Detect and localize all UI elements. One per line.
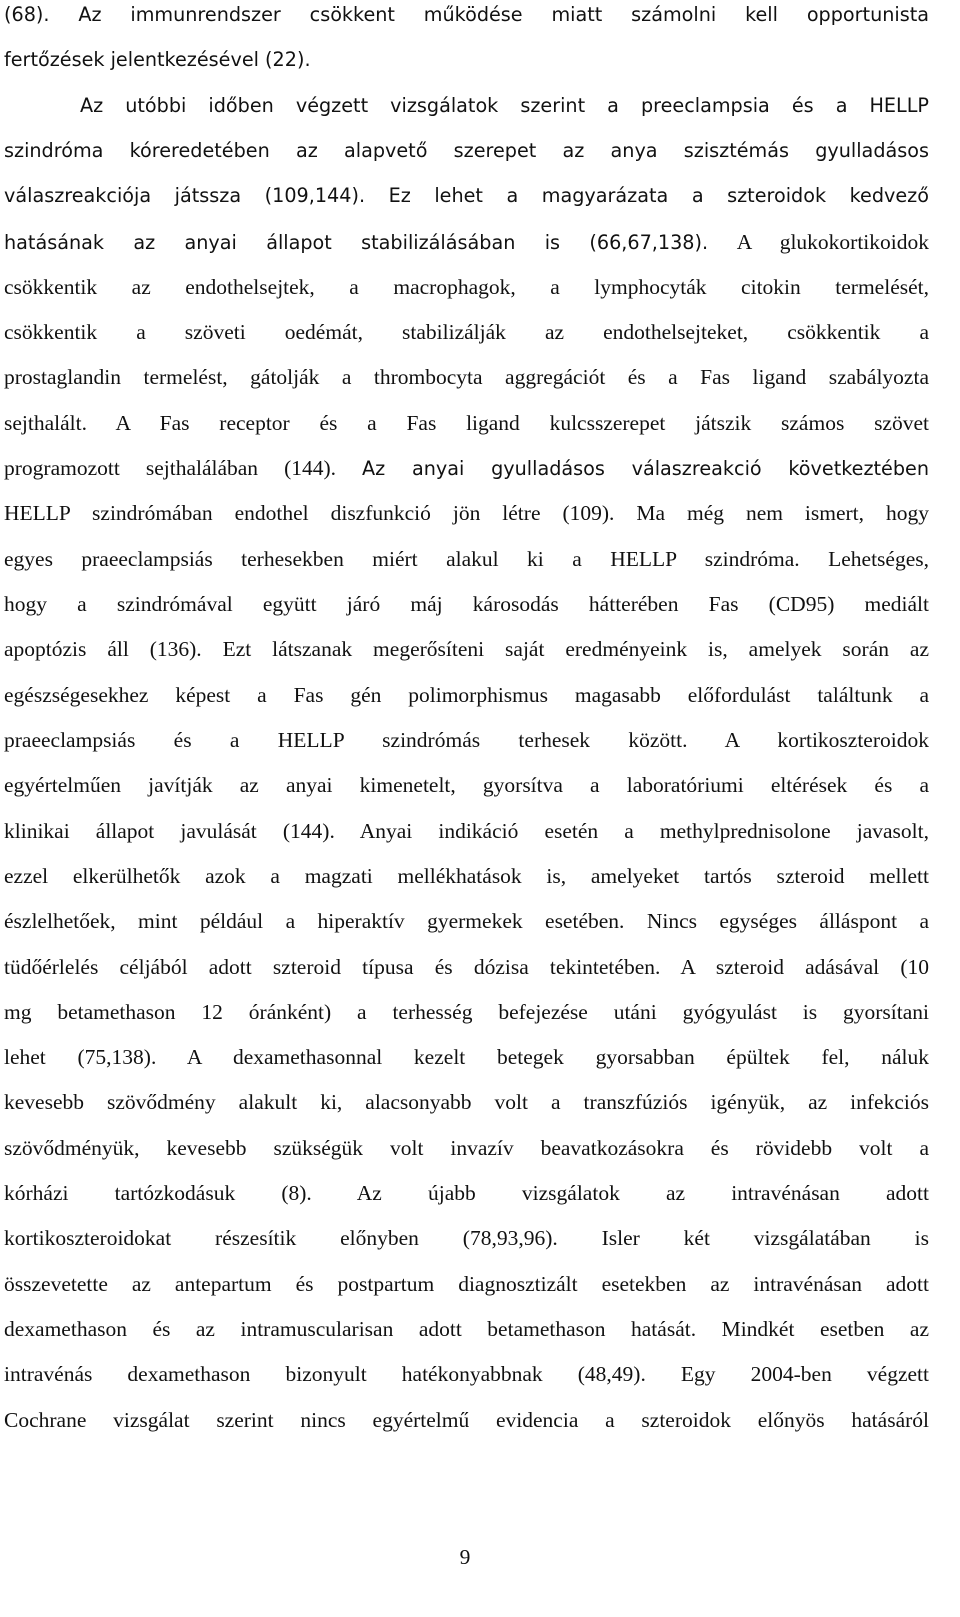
text-line-14: hogy a szindrómával együtt járó máj károsodás hátterében Fas (CD95) mediált: [4, 592, 929, 616]
text-line-30: dexamethason és az intramuscularisan adott betamethason hatását. Mindkét esetben az: [4, 1317, 929, 1341]
text-line-18: egyértelműen javítják az anyai kimenetelt, gyorsítva a laboratóriumi eltérések és a: [4, 773, 929, 797]
text-line-24: lehet (75,138). A dexamethasonnal kezelt betegek gyorsabban épültek fel, náluk: [4, 1045, 929, 1069]
text-line-1: (68). Az immunrendszer csökkent működése miatt számolni kell opportunista: [4, 3, 929, 26]
text-line-8: csökkentik a szöveti oedémát, stabilizálják az endothelsejteket, csökkentik a: [4, 320, 929, 344]
text-line-2: fertőzések jelentkezésével (22).: [4, 48, 311, 71]
text-line-19: klinikai állapot javulását (144). Anyai indikáció esetén a methylprednisolone javasolt,: [4, 819, 929, 843]
text-line-9: prostaglandin termelést, gátolják a thrombocyta aggregációt és a Fas ligand szabályozta: [4, 365, 929, 389]
text-line-3: Az utóbbi időben végzett vizsgálatok szerint a preeclampsia és a HELLP: [80, 94, 929, 117]
text-line-25: kevesebb szövődmény alakult ki, alacsonyabb volt a transzfúziós igényük, az infekciós: [4, 1090, 929, 1114]
text-line-20: ezzel elkerülhetők azok a magzati mellékhatások is, amelyeket tartós szteroid mellett: [4, 864, 929, 888]
text-line-28: kortikoszteroidokat részesítik előnyben (78,93,96). Isler két vizsgálatában is: [4, 1226, 929, 1250]
text-line-32: Cochrane vizsgálat szerint nincs egyértelmű evidencia a szteroidok előnyös hatásáról: [4, 1408, 929, 1432]
text-line-15: apoptózis áll (136). Ezt látszanak megerősíteni saját eredményeink is, amelyek során az: [4, 637, 929, 661]
text-line-11-mixed: [4, 453, 929, 483]
text-line-16: egészségesekhez képest a Fas gén polimorphismus magasabb előfordulást találtunk a: [4, 683, 929, 707]
text-line-7: csökkentik az endothelsejtek, a macrophagok, a lymphocyták citokin termelését,: [4, 275, 929, 299]
text-line-22: tüdőérlelés céljából adott szteroid típusa és dózisa tekintetében. A szteroid adásával (10: [4, 955, 929, 979]
text-line-26: szövődményük, kevesebb szükségük volt invazív beavatkozásokra és rövidebb volt a: [4, 1136, 929, 1160]
text-line-31: intravénás dexamethason bizonyult hatékonyabbnak (48,49). Egy 2004-ben végzett: [4, 1362, 929, 1386]
text-line-13: egyes praeeclampsiás terhesekben miért alakul ki a HELLP szindróma. Lehetséges,: [4, 547, 929, 571]
text-line-12: HELLP szindrómában endothel diszfunkció jön létre (109). Ma még nem ismert, hogy: [4, 501, 929, 525]
text-line-23: mg betamethason 12 óránként) a terhesség befejezése utáni gyógyulást is gyorsítani: [4, 1000, 929, 1024]
text-line-21: észlelhetőek, mint például a hiperaktív gyermekek esetében. Nincs egységes álláspont a: [4, 909, 929, 933]
text-segment-serif: programozott sejthalálában (144).: [4, 456, 337, 480]
text-segment-sans: Az anyai gyulladásos válaszreakció következtében: [362, 457, 929, 480]
text-segment-sans: hatásának az anyai állapot stabilizálásában is (66,67,138).: [4, 231, 709, 254]
text-segment-serif: A glukokortikoidok: [736, 230, 929, 254]
text-line-4: szindróma kóreredetében az alapvető szerepet az anya szisztémás gyulladásos: [4, 139, 929, 162]
text-line-17: praeeclampsiás és a HELLP szindrómás terhesek között. A kortikoszteroidok: [4, 728, 929, 752]
text-line-10: sejthalált. A Fas receptor és a Fas ligand kulcsszerepet játszik számos szövet: [4, 411, 929, 435]
text-line-5: válaszreakciója játssza (109,144). Ez lehet a magyarázata a szteroidok kedvező: [4, 184, 929, 207]
text-line-27: kórházi tartózkodásuk (8). Az újabb vizsgálatok az intravénásan adott: [4, 1181, 929, 1205]
text-line-29: összevetette az antepartum és postpartum diagnosztizált esetekben az intravénásan adott: [4, 1272, 929, 1296]
page-number: 9: [459, 1545, 471, 1569]
text-line-6-mixed: [4, 227, 929, 257]
